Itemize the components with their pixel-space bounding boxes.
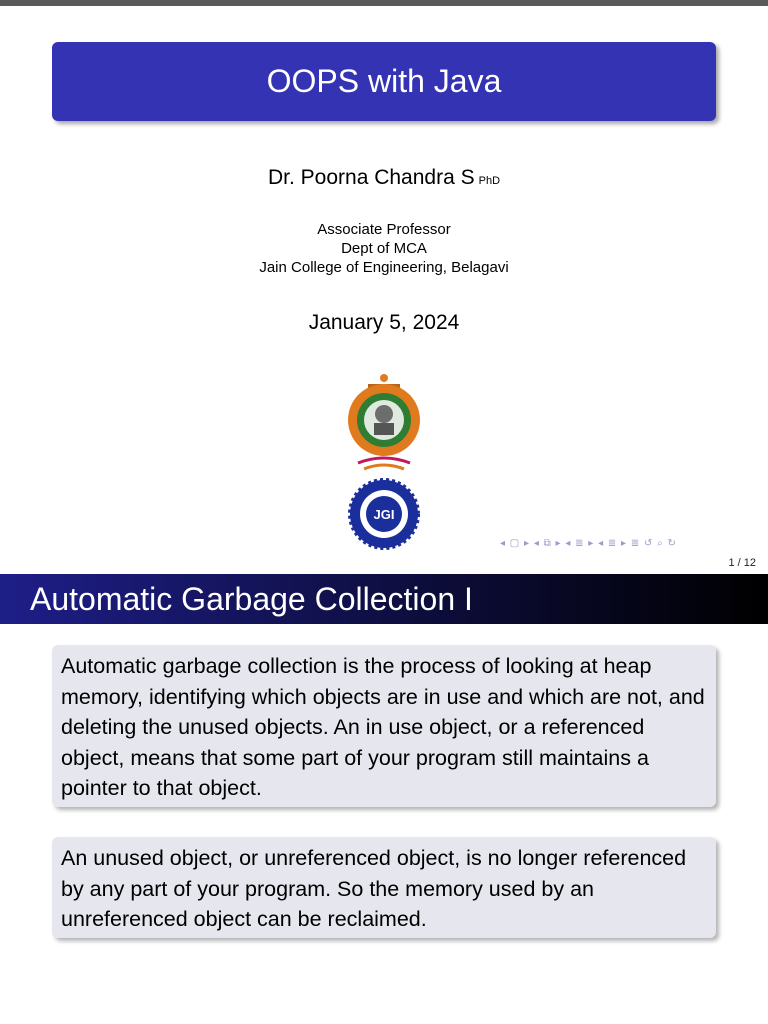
beamer-navigation[interactable]: ◂ ▢ ▸ ◂ ⧉ ▸ ◂ ≣ ▸ ◂ ≣ ▸ ≣ ↺ ⌕ ↻: [500, 538, 677, 549]
college-logo: [348, 478, 420, 550]
department-text: Dept of MCA: [341, 240, 427, 257]
date-text: January 5, 2024: [308, 311, 460, 334]
definition-block-2: An unused object, or unreferenced object, is no longer referenced by any part of your program. So the memory used by an unreferenced object can be reclaimed.: [52, 837, 716, 938]
frame-title-bar: [0, 574, 768, 624]
top-rule: [0, 0, 768, 6]
author-name: Dr. Poorna Chandra S: [267, 166, 475, 189]
frame-title: Automatic Garbage Collection I: [30, 580, 473, 617]
page-number: 1 / 12: [728, 557, 756, 569]
definition-block-1: Automatic garbage collection is the process of looking at heap memory, identifying which objects are in use and which are not, and deleting the unused objects. An in use object, or a referenced object, means that some part of your program still maintains a pointer to that object.: [52, 645, 716, 807]
position-text: Associate Professor: [317, 221, 451, 238]
title-box: [52, 42, 716, 121]
author-suffix: PhD: [478, 175, 501, 187]
university-logo: [338, 368, 430, 472]
slide-title: OOPS with Java: [266, 63, 502, 99]
institute-block: [0, 220, 768, 277]
author-line: [0, 166, 768, 190]
college-text: Jain College of Engineering, Belagavi: [259, 259, 509, 276]
college-logo-text: JGI: [373, 507, 395, 522]
